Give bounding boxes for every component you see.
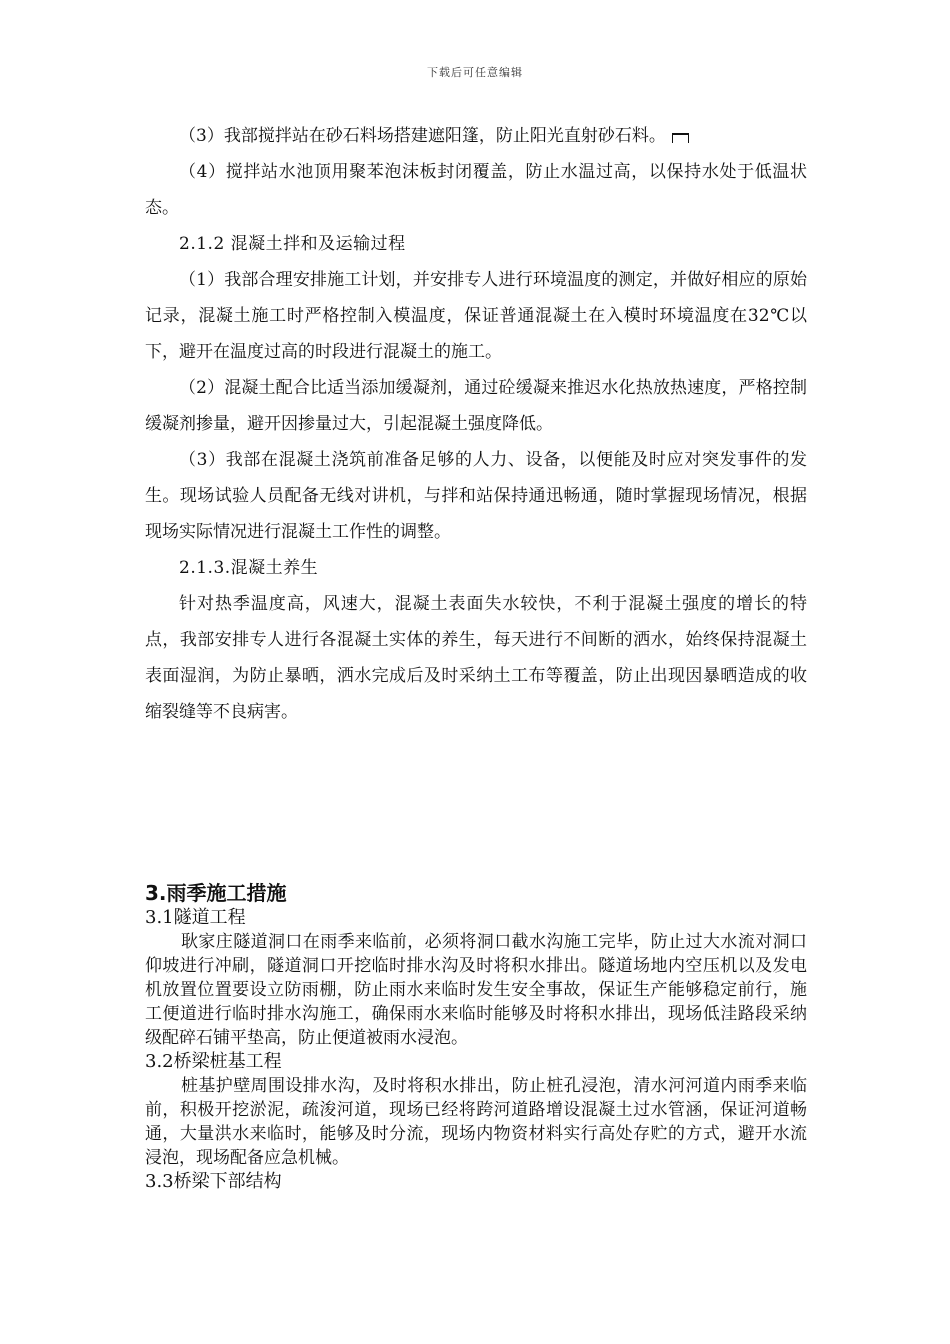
page-header-note: 下载后可任意编辑 <box>427 66 523 79</box>
paragraph-3-1: 耿家庄隧道洞口在雨季来临前，必须将洞口截水沟施工完毕，防止过大水流对洞口仰坡进行冲刷，隧道洞口开挖临时排水沟及时将积水排出。隧道场地内空压机以及发电机放置位置要设立防雨棚，防止雨水来临时发生安全事故，保证生产能够稳定前行，施工便道进行临时排水沟施工，确保雨水来临时能够及时将积水排出，现场低洼路段采纳级配碎石铺平垫高，防止便道被雨水浸泡。 <box>145 932 807 1048</box>
rainy-season-section <box>145 880 807 1194</box>
paragraph-2-1-2-item-2: （2）混凝土配合比适当添加缓凝剂，通过砼缓凝来推迟水化热放热速度，严格控制缓凝剂掺量，避开因掺量过大，引起混凝土强度降低。 <box>145 378 807 434</box>
paragraph-2-1-1-item-4: （4）搅拌站水池顶用聚苯泡沫板封闭覆盖，防止水温过高，以保持水处于低温状态。 <box>145 162 807 218</box>
paragraph-2-1-2-item-1: （1）我部合理安排施工计划，并安排专人进行环境温度的测定，并做好相应的原始记录，混凝土施工时严格控制入模温度，保证普通混凝土在入模时环境温度在32℃以下，避开在温度过高的时段进行混凝土的施工。 <box>145 270 807 362</box>
paragraph-2-1-1-item-3 <box>145 118 807 154</box>
heading-3-1-tunnel: 3.1隧道工程 <box>145 907 246 928</box>
hot-weather-section <box>145 118 807 730</box>
heading-3-rainy-season: 3.雨季施工措施 <box>145 881 287 905</box>
heading-3-2-pile-foundation: 3.2桥梁桩基工程 <box>145 1051 282 1072</box>
heading-3-3-substructure: 3.3桥梁下部结构 <box>145 1171 282 1192</box>
paragraph-2-1-3: 针对热季温度高，风速大，混凝土表面失水较快，不利于混凝土强度的增长的特点，我部安排专人进行各混凝土实体的养生，每天进行不间断的洒水，始终保持混凝土表面湿润，为防止暴晒，洒水完成后及时采纳土工布等覆盖，防止出现因暴晒造成的收缩裂缝等不良病害。 <box>145 594 807 722</box>
heading-2-1-2: 2.1.2 混凝土拌和及运输过程 <box>179 234 406 254</box>
edit-mark-icon <box>672 133 689 143</box>
paragraph-2-1-2-item-3: （3）我部在混凝土浇筑前准备足够的人力、设备，以便能及时应对突发事件的发生。现场试验人员配备无线对讲机，与拌和站保持通迅畅通，随时掌握现场情况，根据现场实际情况进行混凝土工作性的调整。 <box>145 450 807 542</box>
heading-2-1-3: 2.1.3.混凝土养生 <box>179 558 319 578</box>
paragraph-3-2: 桩基护壁周围设排水沟，及时将积水排出，防止桩孔浸泡，清水河河道内雨季来临前，积极开挖淤泥，疏浚河道，现场已经将跨河道路增设混凝土过水管涵，保证河道畅通，大量洪水来临时，能够及时分流，现场内物资材料实行高处存贮的方式，避开水流浸泡，现场配备应急机械。 <box>145 1076 807 1168</box>
paragraph-text: （3）我部搅拌站在砂石料场搭建遮阳篷，防止阳光直射砂石料。 <box>179 126 666 146</box>
